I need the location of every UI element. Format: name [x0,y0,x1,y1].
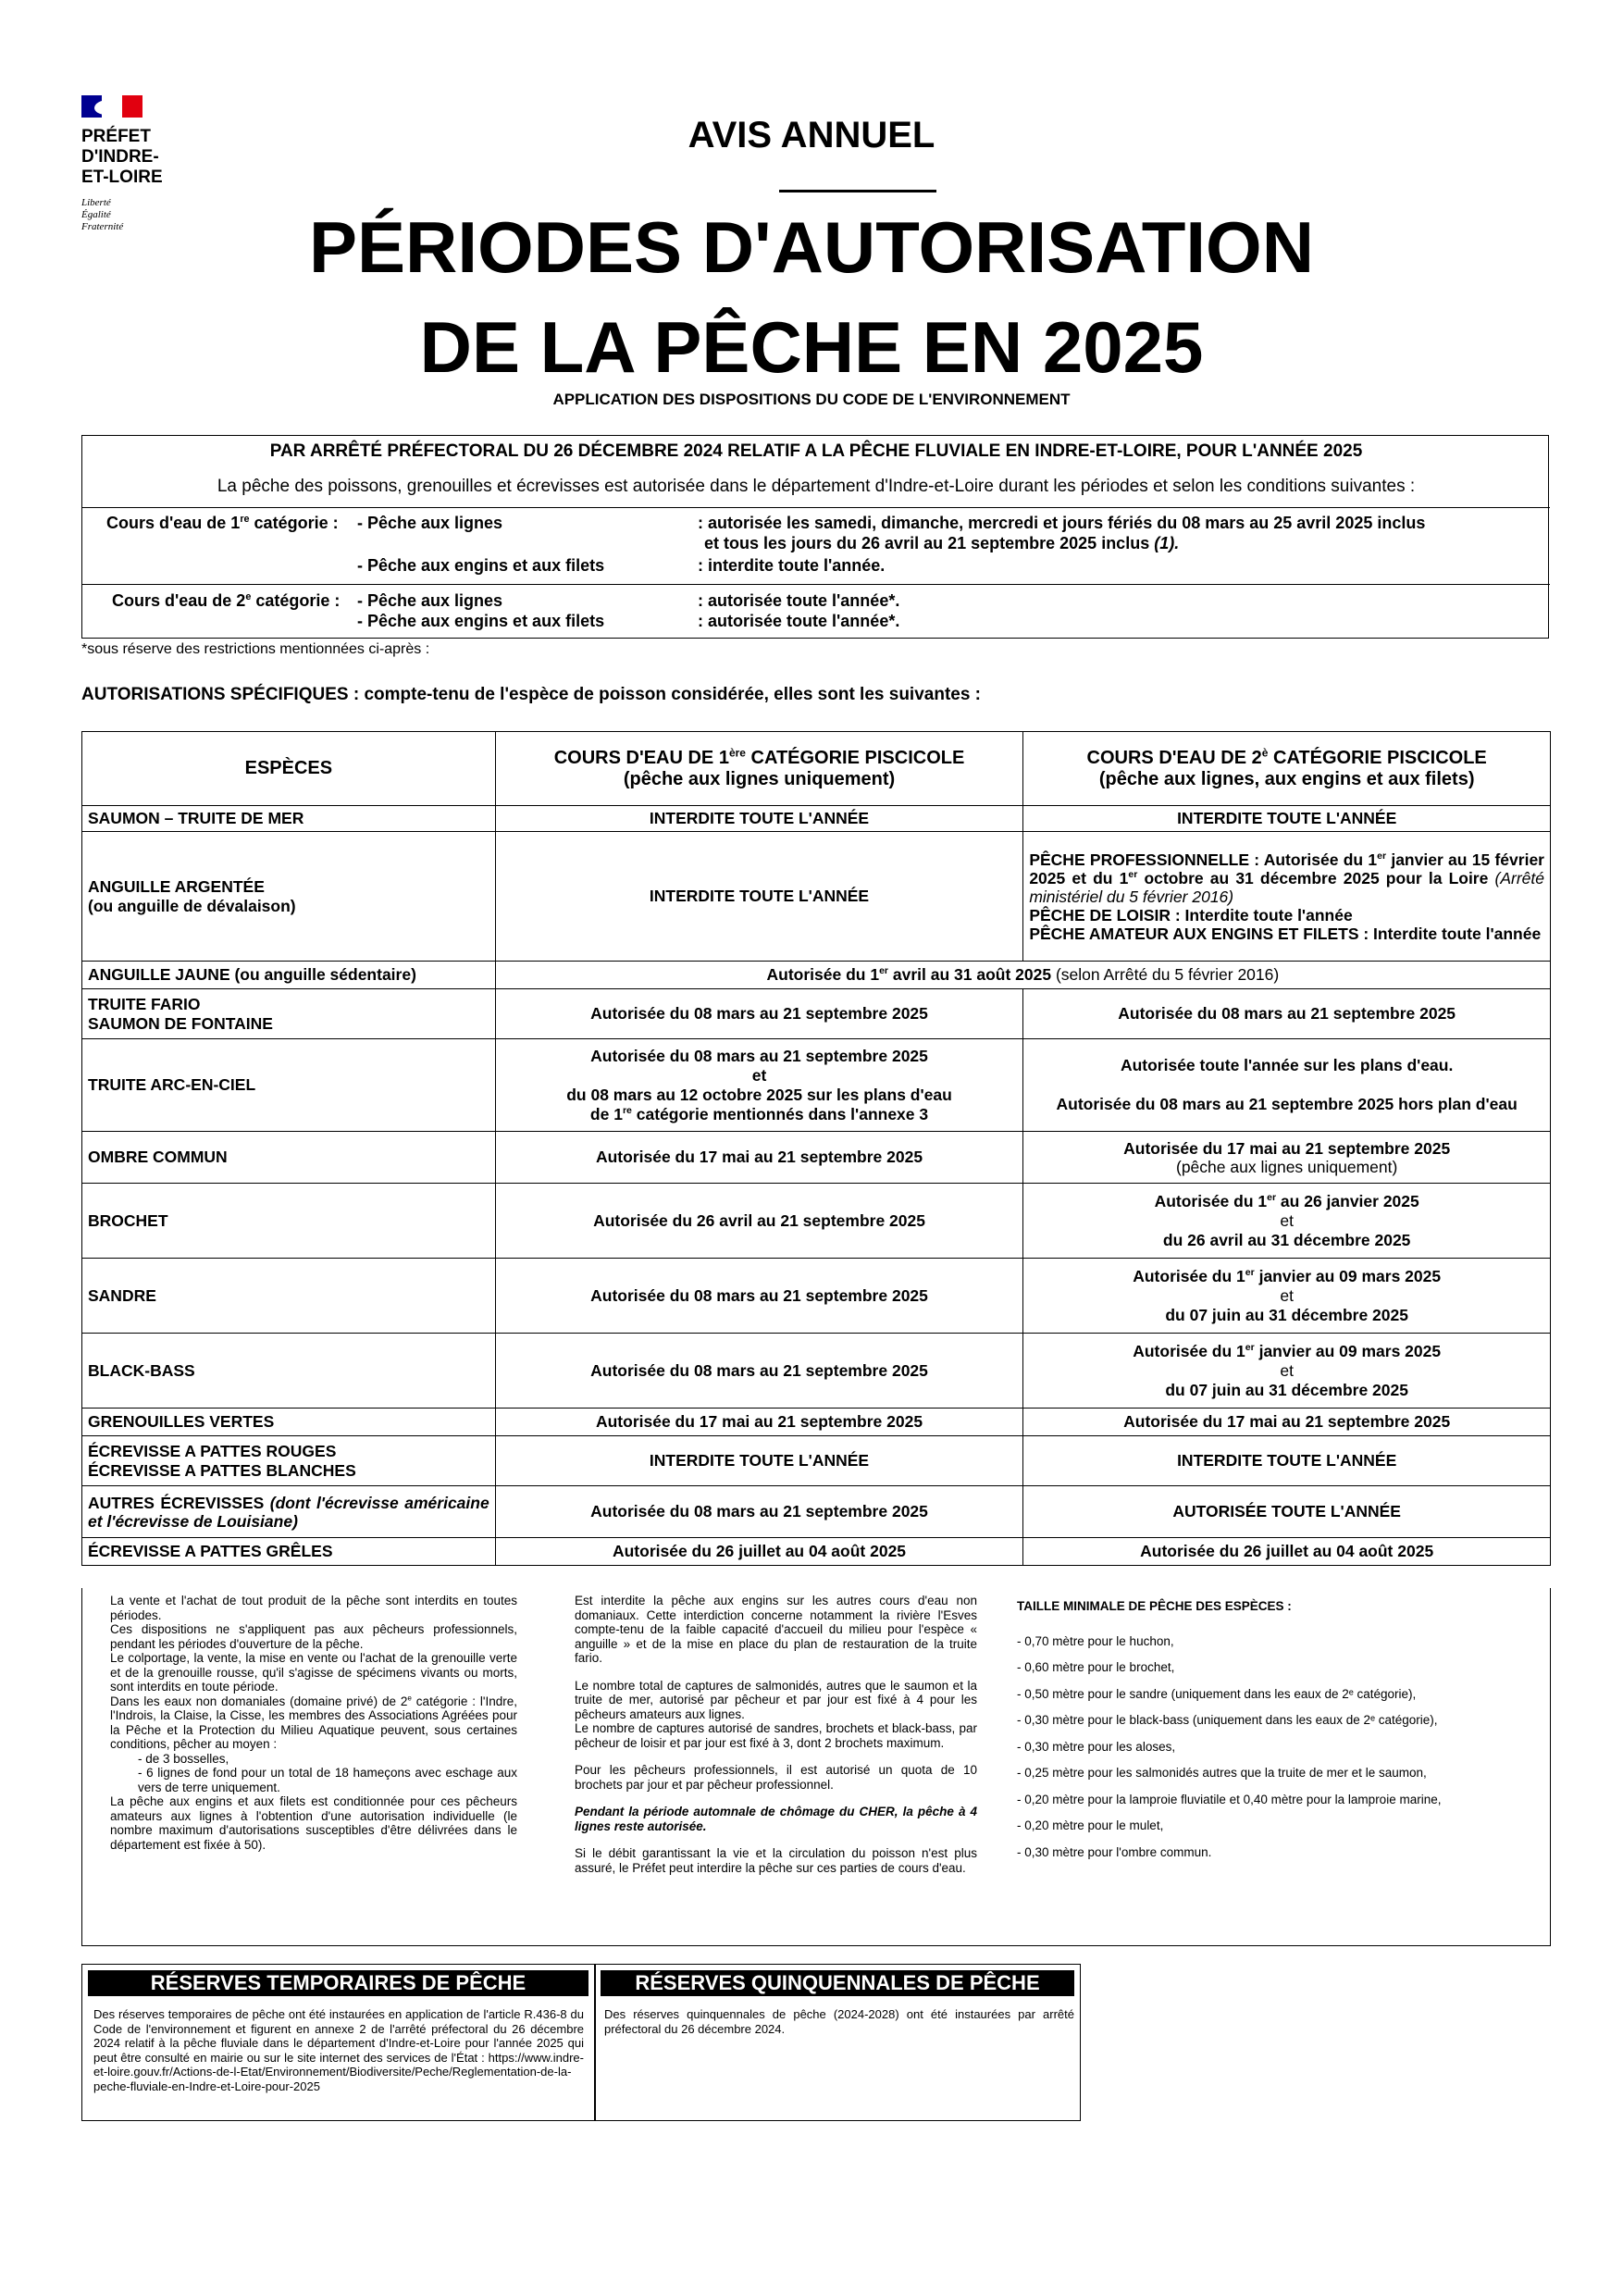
cat1-cell: Autorisée du 08 mars au 21 septembre 2025 [495,1334,1023,1409]
notes-box [81,1588,1551,1946]
species-cell: OMBRE COMMUN [82,1132,496,1184]
note-paragraph: Pour les pêcheurs professionnels, il est autorisé un quota de 10 brochets par jour et par pêcheur professionnel. [575,1763,977,1792]
merged-cell: Autorisée du 1er avril au 31 août 2025 (selon Arrêté du 5 février 2016) [495,962,1550,989]
cat1-cell: Autorisée du 08 mars au 21 septembre 2025 [495,989,1023,1039]
divider [82,507,1550,508]
cat2-cell: AUTORISÉE TOUTE L'ANNÉE [1023,1486,1551,1538]
table-row [82,832,1551,962]
species-table [81,731,1551,1566]
species-cell: ÉCREVISSE A PATTES ROUGES ÉCREVISSE A PATTES BLANCHES [82,1436,496,1486]
cat1-rule-lignes: : autorisée les samedi, dimanche, mercredi et jours fériés du 08 mars au 25 avril 2025 inclus [698,514,1426,532]
cat2-rule-engins: : autorisée toute l'année*. [698,612,900,630]
cat2-cell: PÊCHE PROFESSIONNELLE : Autorisée du 1er janvier au 15 février 2025 et du 1er octobre au 31 décembre 2025 pour la Loire (Arrêté ministériel du 5 février 2016) PÊCHE DE LOISIR : Interdite toute l'année PÊCHE AMATEUR AUX ENGINS ET FILETS : Interdite toute l'année [1023,832,1551,962]
page-title-line1: PÉRIODES D'AUTORISATION [308,206,1315,288]
taille-item: - 0,30 mètre pour l'ombre commun. [1017,1844,1212,1859]
taille-item: - 0,20 mètre pour le mulet, [1017,1818,1164,1832]
taille-item: - 0,30 mètre pour les aloses, [1017,1739,1176,1754]
note-paragraph: Le nombre total de captures de salmonidés, autres que le saumon et la truite de mer, autorisé par pêcheur et par jour est fixé à 4 pour les pêcheurs amateurs aux lignes. [575,1678,977,1721]
note-paragraph: Pendant la période automnale de chômage du CHER, la pêche à 4 lignes reste autorisée. [575,1805,977,1833]
cat1-mode-lignes: - Pêche aux lignes [357,514,503,532]
cat1-cell: Autorisée du 26 juillet au 04 août 2025 [495,1538,1023,1566]
note-paragraph: La pêche aux engins et aux filets est conditionnée pour ces pêcheurs amateurs aux lignes à l'obtention d'une autorisation individuelle (le nombre maximum d'autorisations susceptibles d'être délivrées dans le département est fixée à 50). [110,1794,517,1852]
notes-column-1 [110,1594,517,1852]
note-paragraph: - de 3 bosselles, [138,1751,229,1766]
cat2-cell: Autorisée du 08 mars au 21 septembre 2025 [1023,989,1551,1039]
taille-item: - 0,20 mètre pour la lamproie fluviatile et 0,40 mètre pour la lamproie marine, [1017,1792,1442,1806]
arrete-box [81,435,1549,639]
header-divider [779,190,936,192]
reserves-quinquennales-title: RÉSERVES QUINQUENNALES DE PÊCHE [601,1970,1074,1996]
taille-minimale-title: TAILLE MINIMALE DE PÊCHE DES ESPÈCES : [1017,1599,1292,1613]
cat2-cell: Autorisée du 1er janvier au 09 mars 2025 et du 07 juin au 31 décembre 2025 [1023,1334,1551,1409]
cat1-cell: INTERDITE TOUTE L'ANNÉE [495,832,1023,962]
species-cell: SAUMON – TRUITE DE MER [82,806,496,832]
taille-item: - 0,30 mètre pour le black-bass (uniquement dans les eaux de 2ᵉ catégorie), [1017,1713,1438,1727]
cat1-cell: Autorisée du 08 mars au 21 septembre 2025 [495,1486,1023,1538]
table-row [82,1436,1551,1486]
taille-item: - 0,70 mètre pour le huchon, [1017,1633,1174,1648]
cat2-cell: Autorisée du 17 mai au 21 septembre 2025 (pêche aux lignes uniquement) [1023,1132,1551,1184]
taille-item: - 0,25 mètre pour les salmonidés autres que la truite de mer et le saumon, [1017,1766,1427,1780]
page-title-line2: DE LA PÊCHE EN 2025 [419,306,1204,388]
cat2-cell: Autorisée du 26 juillet au 04 août 2025 [1023,1538,1551,1566]
note-paragraph: Le colportage, la vente, la mise en vente ou l'achat de la grenouille verte et de la grenouille rousse, qu'il s'agisse de spécimens vivants ou morts, sont interdits en toute période. [110,1651,517,1694]
table-row [82,1184,1551,1259]
cat2-cell: Autorisée du 1er janvier au 09 mars 2025 et du 07 juin au 31 décembre 2025 [1023,1259,1551,1334]
species-cell: ANGUILLE ARGENTÉE (ou anguille de dévalaison) [82,832,496,962]
table-row [82,1132,1551,1184]
header-especes: ESPÈCES [82,732,496,806]
cat2-rule-lignes: : autorisée toute l'année*. [698,591,900,610]
taille-item: - 0,60 mètre pour le brochet, [1017,1660,1175,1674]
logo-motto: Liberté Égalité Fraternité [81,197,124,232]
divider [82,584,1550,585]
species-cell: TRUITE ARC-EN-CIEL [82,1039,496,1132]
cat1-cell: Autorisée du 17 mai au 21 septembre 2025 [495,1409,1023,1436]
note-paragraph: Le nombre de captures autorisé de sandres, brochets et black-bass, par pêcheur de loisir et par jour est fixé à 3, dont 2 brochets maximum. [575,1721,977,1750]
notes-column-2 [575,1594,977,1888]
reserves-quinquennales-text: Des réserves quinquennales de pêche (2024-2028) ont été instaurées par arrêté préfectoral du 26 décembre 2024. [604,2007,1074,2036]
table-row [82,1039,1551,1132]
cat1-mode-engins: - Pêche aux engins et aux filets [357,556,605,575]
species-cell: ANGUILLE JAUNE (ou anguille sédentaire) [82,962,496,989]
species-cell: BROCHET [82,1184,496,1259]
table-row [82,1409,1551,1436]
cat1-cell: INTERDITE TOUTE L'ANNÉE [495,1436,1023,1486]
cat1-label: Cours d'eau de 1re catégorie : [106,514,339,532]
cat1-rule-engins: : interdite toute l'année. [698,556,886,575]
note-paragraph: Si le débit garantissant la vie et la circulation du poisson n'est plus assuré, le Préfet peut interdire la pêche sur ces parties de cours d'eau. [575,1846,977,1875]
cat2-cell: Autorisée du 1er au 26 janvier 2025 et du 26 avril au 31 décembre 2025 [1023,1184,1551,1259]
logo-prefet-name: PRÉFET D'INDRE- ET-LOIRE [81,127,163,187]
species-cell: SANDRE [82,1259,496,1334]
header-cat1: COURS D'EAU DE 1ère CATÉGORIE PISCICOLE (pêche aux lignes uniquement) [495,732,1023,806]
species-cell: TRUITE FARIO SAUMON DE FONTAINE [82,989,496,1039]
species-cell: ÉCREVISSE A PATTES GRÊLES [82,1538,496,1566]
notes-column-3 [1017,1599,1535,1871]
table-row [82,989,1551,1039]
cat1-cell: INTERDITE TOUTE L'ANNÉE [495,806,1023,832]
arrete-heading: PAR ARRÊTÉ PRÉFECTORAL DU 26 DÉCEMBRE 2024 RELATIF A LA PÊCHE FLUVIALE EN INDRE-ET-LOIRE, POUR L'ANNÉE 2025 [269,441,1363,461]
cat2-cell: INTERDITE TOUTE L'ANNÉE [1023,806,1551,832]
restriction-footnote: *sous réserve des restrictions mentionnées ci-après : [81,641,430,657]
cat1-rule-lignes-cont: et tous les jours du 26 avril au 21 septembre 2025 inclus (1). [704,534,1180,552]
table-row [82,1259,1551,1334]
note-paragraph: - 6 lignes de fond pour un total de 18 hameçons avec eschage aux vers de terre uniquement. [138,1766,517,1794]
page-subtitle: APPLICATION DES DISPOSITIONS DU CODE DE L'ENVIRONNEMENT [552,391,1071,408]
reserves-temporaires-text: Des réserves temporaires de pêche ont été instaurées en application de l'article R.436-8 du Code de l'environnement et figurent en annexe 2 de l'arrêté préfectoral du 26 décembre 2024 relatif à la pêche fluviale dans le département d'Indre-et-Loire pour l'année 2025 qui peut être consulté en mairie ou sur le site internet des services de l'État : https://www.indre-et-loire.gouv.fr/Actions-de-l-Etat/Environnement/Biodiversite/Peche/Reglementation-de-la-peche-fluviale-en-Indre-et-Loire-pour-2025 [93,2007,584,2093]
cat2-cell: Autorisée toute l'année sur les plans d'eau. Autorisée du 08 mars au 21 septembre 2025 hors plan d'eau [1023,1039,1551,1132]
note-paragraph: La vente et l'achat de tout produit de la pêche sont interdits en toutes périodes. [110,1594,517,1622]
cat1-cell: Autorisée du 08 mars au 21 septembre 2025 et du 08 mars au 12 octobre 2025 sur les plans d'eau de 1re catégorie mentionnés dans l'annexe 3 [495,1039,1023,1132]
cat1-cell: Autorisée du 17 mai au 21 septembre 2025 [495,1132,1023,1184]
cat1-cell: Autorisée du 08 mars au 21 septembre 2025 [495,1259,1023,1334]
table-row [82,1486,1551,1538]
table-row [82,1334,1551,1409]
cat2-label: Cours d'eau de 2e catégorie : [112,591,341,610]
note-paragraph: Ces dispositions ne s'appliquent pas aux pêcheurs professionnels, pendant les périodes d'ouverture de la pêche. [110,1622,517,1651]
table-header-row [82,732,1551,806]
divider [594,1965,596,2120]
table-row [82,1538,1551,1566]
cat1-cell: Autorisée du 26 avril au 21 septembre 2025 [495,1184,1023,1259]
note-paragraph: Est interdite la pêche aux engins sur les autres cours d'eau non domaniaux. Cette interdiction concerne notamment la rivière l'Esves compte-tenu de la faible capacité d'accueil du milieu pour l'espèce « anguille » et de la mise en place du plan de restauration de la truite fario. [575,1594,977,1665]
reserves-temporaires-title: RÉSERVES TEMPORAIRES DE PÊCHE [88,1970,588,1996]
reserves-box [81,1964,1081,2121]
note-paragraph: Dans les eaux non domaniales (domaine privé) de 2e catégorie : l'Indre, l'Indrois, la Claise, la Cisse, les membres des Associations Agréées pour la Pêche et la Protection du Milieu Aquatique peuvent, sous certaines conditions, pêcher au moyen : [110,1694,517,1751]
cat2-mode-lignes: - Pêche aux lignes [357,591,503,610]
table-row [82,806,1551,832]
table-row [82,962,1551,989]
avis-annuel-heading: AVIS ANNUEL [688,115,935,155]
species-cell: BLACK-BASS [82,1334,496,1409]
arrete-intro: La pêche des poissons, grenouilles et écrevisses est autorisée dans le département d'Indre-et-Loire durant les périodes et selon les conditions suivantes : [217,477,1416,496]
cat2-cell: Autorisée du 17 mai au 21 septembre 2025 [1023,1409,1551,1436]
autorisations-heading: AUTORISATIONS SPÉCIFIQUES : compte-tenu de l'espèce de poisson considérée, elles sont les suivantes : [81,685,982,704]
cat2-mode-engins: - Pêche aux engins et aux filets [357,612,605,630]
species-cell: AUTRES ÉCREVISSES (dont l'écrevisse américaine et l'écrevisse de Louisiane) [82,1486,496,1538]
header-cat2: COURS D'EAU DE $2^è$ CATÉGORIE PISCICOLE (pêche aux lignes, aux engins et aux filets) [1023,732,1551,806]
cat2-cell: INTERDITE TOUTE L'ANNÉE [1023,1436,1551,1486]
species-cell: GRENOUILLES VERTES [82,1409,496,1436]
taille-item: - 0,50 mètre pour le sandre (uniquement dans les eaux de 2ᵉ catégorie), [1017,1686,1417,1701]
